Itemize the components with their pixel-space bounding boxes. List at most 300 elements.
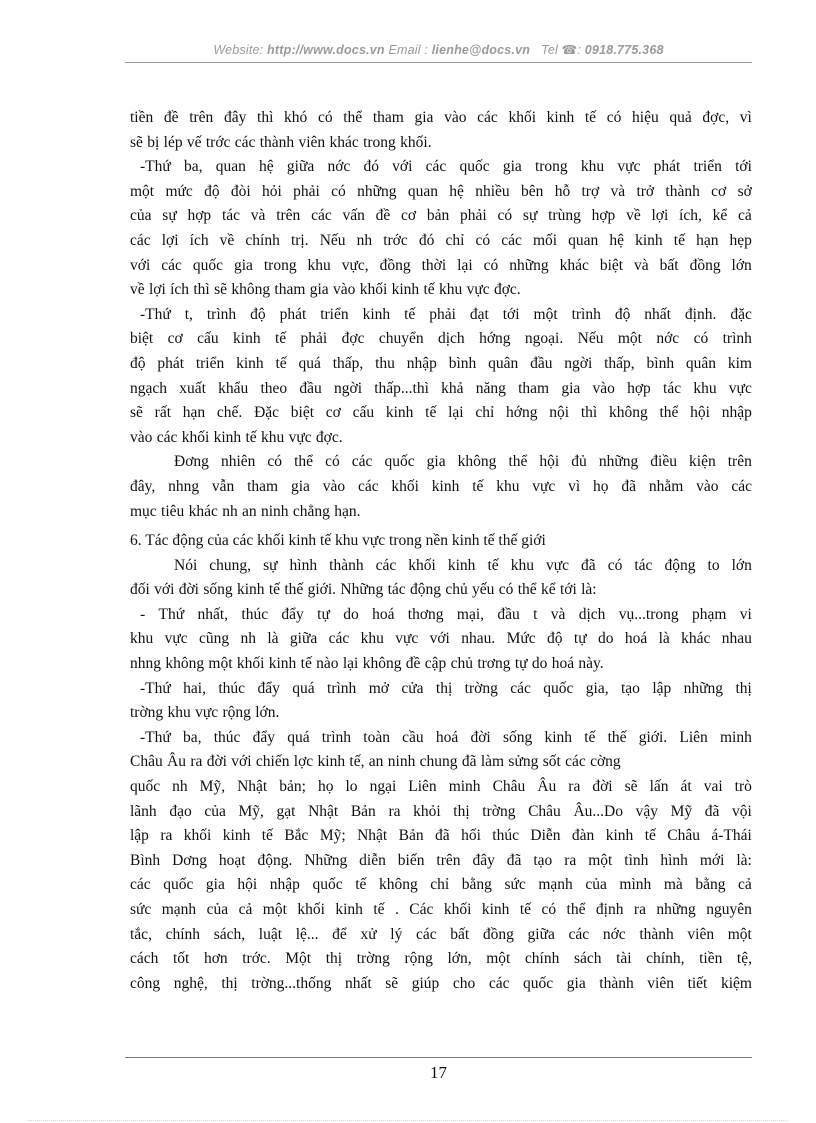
word: Nếu xyxy=(577,330,604,348)
word: là xyxy=(658,630,670,648)
word: Nếu xyxy=(319,231,346,249)
text-line xyxy=(130,849,752,874)
word: bằng xyxy=(461,876,492,894)
word: triển xyxy=(693,158,722,176)
word: trớc xyxy=(205,133,231,151)
word: khu xyxy=(130,630,154,648)
word: lo xyxy=(345,778,358,796)
page-header xyxy=(125,42,752,57)
word: có xyxy=(325,453,340,471)
word: đời xyxy=(470,728,491,746)
word: cầu xyxy=(402,728,424,746)
word: sống xyxy=(502,728,533,746)
text-line xyxy=(130,204,752,229)
word: tác xyxy=(387,581,406,599)
word: tế xyxy=(404,305,416,323)
word: dịch xyxy=(438,330,465,348)
word: Mỹ; xyxy=(319,827,346,845)
word: đồng xyxy=(379,256,411,274)
word: tệ, xyxy=(736,950,752,968)
word: trơng xyxy=(477,655,511,673)
word: động. xyxy=(257,851,293,869)
word: tự xyxy=(317,605,330,623)
word: lại xyxy=(342,655,359,673)
word: hệ xyxy=(259,158,274,176)
word: thúc xyxy=(492,827,519,845)
word: một xyxy=(208,655,233,673)
word: mức xyxy=(165,182,193,200)
word: Mỹ xyxy=(670,802,693,820)
word: khó xyxy=(284,109,308,126)
word: kể xyxy=(540,581,556,599)
word: các xyxy=(234,133,256,151)
word: thơng xyxy=(407,605,444,623)
word: kinh xyxy=(391,281,420,299)
word: khối xyxy=(297,901,325,918)
text-line xyxy=(130,701,752,726)
word: nhiều xyxy=(475,182,510,200)
word: không xyxy=(165,655,205,673)
word: khu xyxy=(307,256,331,274)
word: năng xyxy=(475,379,506,397)
word: nớc xyxy=(602,925,626,943)
word: lớn. xyxy=(255,704,280,722)
word: với xyxy=(130,256,151,274)
word: giữa xyxy=(286,158,315,176)
word: Châu xyxy=(528,802,561,820)
text-line xyxy=(130,303,752,328)
word: biệt xyxy=(599,256,624,274)
word: đã xyxy=(461,753,477,771)
word: thúc xyxy=(241,605,269,623)
word: sách xyxy=(573,950,602,968)
word: tạo xyxy=(533,851,553,869)
word: động xyxy=(409,581,441,599)
word: nhau xyxy=(721,630,752,648)
word: phải xyxy=(300,330,328,348)
word: một xyxy=(533,305,558,323)
word: Châu xyxy=(130,753,163,771)
word: trở xyxy=(636,182,655,200)
text-line xyxy=(130,450,752,475)
word: cách xyxy=(130,950,159,968)
word: họ xyxy=(317,778,334,796)
word: lép xyxy=(163,133,183,151)
word: chính xyxy=(165,925,201,943)
word: viên xyxy=(298,133,326,151)
word: phát xyxy=(157,354,185,372)
word: với xyxy=(231,753,252,771)
word: ra xyxy=(190,753,203,771)
word: không xyxy=(231,281,271,299)
word: ngại xyxy=(369,778,397,796)
word: đề xyxy=(163,109,179,126)
word: hội xyxy=(237,876,258,894)
word: tế xyxy=(245,428,257,446)
word: tế xyxy=(644,827,656,845)
word: tạo xyxy=(621,679,640,697)
word: lợi xyxy=(148,281,166,299)
word: có xyxy=(606,109,622,126)
word: Nhật xyxy=(357,827,388,845)
word: khẩu xyxy=(218,379,249,397)
word: đẩy xyxy=(252,728,275,746)
word: lấn xyxy=(649,778,669,796)
word: những xyxy=(509,256,549,274)
website-url[interactable]: http://www.docs.vn xyxy=(267,43,385,57)
word: một xyxy=(130,182,155,200)
word: biến xyxy=(397,851,425,869)
word: đã xyxy=(435,827,450,845)
word: không xyxy=(457,453,497,471)
word: trên xyxy=(436,851,461,869)
word: vế xyxy=(186,133,202,151)
word: dịch xyxy=(578,605,606,623)
word: khối. xyxy=(400,133,432,151)
word: tác xyxy=(221,207,241,225)
word: bản xyxy=(426,207,450,225)
word: vực xyxy=(466,281,490,299)
word: vội xyxy=(732,802,752,820)
word: kinh xyxy=(481,901,510,918)
word: thành xyxy=(639,925,674,943)
word: vào xyxy=(130,428,153,446)
word: nhập xyxy=(269,876,300,894)
word: hoạt xyxy=(218,851,246,869)
website-label: Website: xyxy=(213,43,264,57)
word: vào xyxy=(322,477,346,495)
word: trớc. xyxy=(242,950,271,968)
word: tế xyxy=(472,477,484,495)
word: vấn xyxy=(342,207,365,225)
header-divider xyxy=(125,62,752,63)
word: nh xyxy=(356,231,373,249)
word: đây xyxy=(223,109,247,126)
word: trờng...thống xyxy=(251,974,332,992)
word: vai xyxy=(703,778,723,796)
word: chính, xyxy=(646,950,685,968)
word: các xyxy=(311,207,332,225)
word: tế xyxy=(673,231,685,249)
word: các xyxy=(375,556,397,574)
word: sự xyxy=(162,207,177,225)
word: chẳng xyxy=(292,502,330,520)
word: sự xyxy=(522,207,538,225)
word: đẩy xyxy=(281,605,304,623)
word: khu xyxy=(439,281,463,299)
word: có xyxy=(317,109,333,126)
text-line xyxy=(130,603,752,628)
text-line xyxy=(130,898,752,923)
word: vào xyxy=(592,379,615,397)
word: tế xyxy=(274,330,287,348)
word: Nói xyxy=(174,556,198,574)
section-heading xyxy=(130,529,752,554)
word: cập xyxy=(424,655,447,673)
word: ra xyxy=(568,778,581,796)
word: kinh xyxy=(447,556,476,574)
word: đề xyxy=(375,207,391,225)
word: kinh xyxy=(546,109,575,126)
word: độ xyxy=(130,354,146,372)
word: có xyxy=(267,453,283,471)
word: định xyxy=(595,901,624,918)
word: thấp, xyxy=(604,354,635,372)
word: có xyxy=(331,182,346,200)
word: an xyxy=(242,502,257,520)
word: lại xyxy=(457,256,473,274)
word: bản; xyxy=(279,778,306,796)
word: hỗ xyxy=(554,182,571,200)
word: trình xyxy=(206,305,237,323)
word: trờng xyxy=(482,802,516,820)
word: biệt xyxy=(290,404,315,422)
word: lớn xyxy=(731,256,752,274)
word: thành xyxy=(329,556,364,574)
text-line xyxy=(130,352,752,377)
text-line xyxy=(130,923,752,948)
footer-divider xyxy=(125,1057,752,1058)
word: ra xyxy=(564,851,577,869)
word: phải xyxy=(460,207,487,225)
word: bất xyxy=(450,925,470,943)
word: sẽ xyxy=(214,281,227,299)
word: phải xyxy=(429,305,456,323)
word: gạt xyxy=(276,802,296,820)
word: các xyxy=(425,158,447,176)
word: sở xyxy=(737,182,752,200)
word: gia xyxy=(561,379,581,397)
word: độ xyxy=(250,305,266,323)
word: nh xyxy=(172,778,188,796)
word: của xyxy=(204,802,226,820)
word: thấp...thì xyxy=(374,379,429,397)
text-line xyxy=(130,426,752,451)
email-address[interactable]: lienhe@docs.vn xyxy=(431,43,531,57)
word: các xyxy=(328,630,350,648)
word: kinh xyxy=(268,655,297,673)
word: kinh xyxy=(635,231,663,249)
word: hiệu xyxy=(632,109,659,126)
word: nhất xyxy=(344,974,372,992)
word: trên xyxy=(727,453,752,471)
word: hệ xyxy=(449,182,464,200)
word: Nhật xyxy=(237,778,268,796)
word: thị xyxy=(325,950,343,968)
word: lớn, xyxy=(447,950,472,968)
word: cả xyxy=(238,901,253,918)
text-line xyxy=(130,873,752,898)
word: những xyxy=(357,182,397,200)
word: vào xyxy=(333,281,356,299)
word: do xyxy=(597,630,614,648)
word: gia xyxy=(309,281,329,299)
word: Đơng xyxy=(174,453,209,471)
word: mình xyxy=(619,876,652,894)
word: quan xyxy=(215,158,246,176)
word: Những xyxy=(340,581,384,599)
word: lập xyxy=(652,679,672,697)
word: tự xyxy=(514,655,528,673)
text-line xyxy=(130,155,752,180)
word: đây, xyxy=(130,477,156,495)
word: đây xyxy=(472,851,495,869)
word: Bắc xyxy=(284,827,309,845)
word: các xyxy=(501,231,522,249)
word: thúc xyxy=(213,728,241,746)
word: cơ xyxy=(325,404,341,422)
text-line xyxy=(130,677,752,702)
word: ích xyxy=(170,281,190,299)
word: tế xyxy=(355,876,367,894)
word: minh xyxy=(448,778,481,796)
word: làm xyxy=(480,753,505,771)
word: là: xyxy=(581,581,597,599)
word: tác xyxy=(634,556,653,574)
word: ra xyxy=(388,802,401,820)
word: đó xyxy=(418,231,435,249)
word: chính xyxy=(245,231,280,249)
word: Châu xyxy=(667,827,700,845)
word: không xyxy=(378,876,418,894)
word: quốc xyxy=(163,876,194,894)
word: lãnh xyxy=(130,802,157,820)
word: đợc. xyxy=(315,428,343,446)
text-line xyxy=(130,627,752,652)
word: ba, xyxy=(182,728,202,746)
word: nhập xyxy=(406,354,437,372)
text-line xyxy=(130,377,752,402)
word: kiện xyxy=(689,453,716,471)
word: trình xyxy=(571,305,601,323)
word: vụ...trong xyxy=(618,605,679,623)
word: khu xyxy=(260,428,285,446)
word: tế xyxy=(261,827,273,845)
word: nào xyxy=(316,655,339,673)
word: nhập xyxy=(721,404,752,422)
word: chỉ xyxy=(430,876,450,894)
text-line xyxy=(130,475,752,500)
word: sống xyxy=(203,581,233,599)
text-line xyxy=(130,500,752,525)
word: cấu xyxy=(197,330,219,348)
word: với xyxy=(154,581,175,599)
word: hoá xyxy=(624,630,648,648)
word: sách, xyxy=(213,925,246,943)
word: và xyxy=(250,207,266,225)
word: quốc xyxy=(543,679,574,697)
word: của xyxy=(130,207,152,225)
word: khác xyxy=(681,630,711,648)
word: kinh xyxy=(335,901,363,918)
text-line xyxy=(130,554,752,579)
word: đồng xyxy=(689,256,721,274)
word: nớc xyxy=(656,330,680,348)
word: hạn xyxy=(182,404,206,422)
word: Mỹ, xyxy=(238,802,264,820)
word: tế xyxy=(519,901,532,918)
word: khả xyxy=(441,379,464,397)
word: những xyxy=(656,901,696,918)
word: Âu xyxy=(537,778,557,796)
word: minh xyxy=(719,728,752,746)
word: thể xyxy=(517,581,537,599)
word: đợc xyxy=(341,330,365,348)
word: nhng xyxy=(130,655,161,673)
word: bằng xyxy=(695,876,726,894)
word: trình xyxy=(321,728,352,746)
word: hạn. xyxy=(334,502,361,520)
text-line xyxy=(130,800,752,825)
word: mà xyxy=(663,876,683,894)
word: Liên xyxy=(408,778,437,796)
word: kinh xyxy=(222,827,251,845)
word: quốc xyxy=(192,256,223,274)
word: mới xyxy=(699,851,725,869)
word: kinh xyxy=(213,428,242,446)
word: khỏi xyxy=(413,802,441,820)
text-line xyxy=(130,947,752,972)
word: tiền xyxy=(699,950,723,968)
word: cơ xyxy=(167,330,183,348)
word: các xyxy=(565,753,586,771)
word: khu xyxy=(693,379,717,397)
word: điều xyxy=(650,453,677,471)
word: thể xyxy=(566,901,586,918)
word: hình xyxy=(660,851,688,869)
word: có xyxy=(497,207,513,225)
word: kinh xyxy=(317,753,346,771)
word: kể xyxy=(712,207,728,225)
word: tình xyxy=(624,851,649,869)
word: quan xyxy=(568,231,599,249)
word: quá xyxy=(292,679,315,697)
word: kinh xyxy=(544,728,572,746)
word: khối xyxy=(443,901,472,918)
word: một xyxy=(727,925,752,943)
word: thể xyxy=(294,453,314,471)
word: đời xyxy=(592,778,613,796)
word: thể xyxy=(343,109,363,126)
word: đủ xyxy=(571,453,587,471)
word: vực xyxy=(545,556,569,574)
word: lớn xyxy=(731,556,752,574)
page-number: 17 xyxy=(430,1063,447,1082)
word: nội xyxy=(549,404,570,422)
word: có xyxy=(541,901,557,918)
word: Mỹ, xyxy=(199,778,226,796)
word: 6. Tác động của các khối kinh tế khu vực trong nền kinh tế thế giới xyxy=(130,532,546,550)
word: phạm xyxy=(691,605,727,623)
word: hệ xyxy=(609,231,625,249)
word: hớng xyxy=(506,404,538,422)
word: tế xyxy=(300,655,312,673)
word: đã xyxy=(704,802,720,820)
word: cả xyxy=(738,207,752,225)
word: có xyxy=(498,581,514,599)
word: viên xyxy=(687,925,715,943)
word: vi xyxy=(739,605,752,623)
tel-label: Tel ☎: xyxy=(541,43,582,57)
word: tế, xyxy=(349,753,365,771)
word: . xyxy=(394,901,399,918)
word: t, xyxy=(184,305,193,323)
word: trợ xyxy=(581,182,600,200)
word: các xyxy=(161,256,182,274)
word: cơ xyxy=(401,207,417,225)
word: do xyxy=(531,655,548,673)
word: về xyxy=(130,281,145,299)
